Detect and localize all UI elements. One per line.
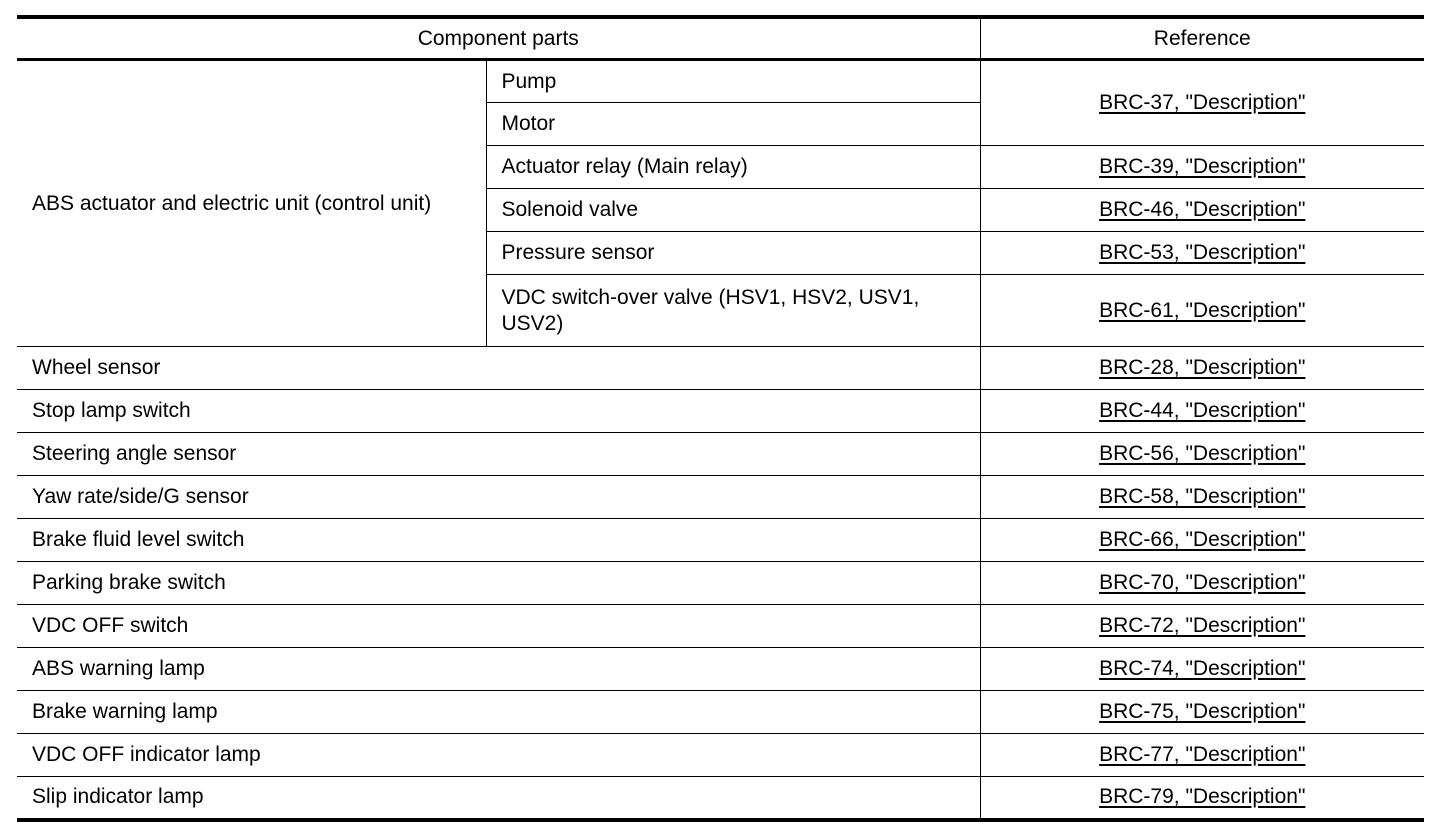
reference-link[interactable]: BRC-39, "Description"	[1099, 155, 1306, 178]
reference-link[interactable]: BRC-44, "Description"	[1099, 399, 1306, 422]
table-row	[17, 433, 1424, 476]
table-row	[17, 777, 1424, 820]
reference-link[interactable]: BRC-77, "Description"	[1099, 743, 1306, 766]
reference-link[interactable]: BRC-61, "Description"	[1099, 298, 1306, 322]
component-reference-table	[17, 15, 1424, 822]
reference-cell	[980, 60, 1424, 146]
part-name: Solenoid valve	[486, 189, 980, 232]
simple-rows	[17, 347, 1424, 820]
header-reference: Reference	[980, 17, 1424, 60]
table-row	[17, 476, 1424, 519]
reference-cell	[980, 734, 1424, 777]
reference-link[interactable]: BRC-58, "Description"	[1099, 485, 1306, 508]
reference-link[interactable]: BRC-70, "Description"	[1099, 571, 1306, 594]
table-row	[17, 648, 1424, 691]
reference-cell	[980, 519, 1424, 562]
reference-cell	[980, 390, 1424, 433]
reference-cell	[980, 275, 1424, 347]
header-component-parts: Component parts	[17, 17, 980, 60]
component-name: VDC OFF indicator lamp	[17, 734, 980, 777]
reference-cell	[980, 189, 1424, 232]
reference-cell	[980, 433, 1424, 476]
table-row	[17, 562, 1424, 605]
component-name: Slip indicator lamp	[17, 777, 980, 820]
table-row	[17, 605, 1424, 648]
reference-link[interactable]: BRC-66, "Description"	[1099, 528, 1306, 551]
reference-link[interactable]: BRC-37, "Description"	[1099, 91, 1306, 114]
reference-link[interactable]: BRC-74, "Description"	[1099, 657, 1306, 680]
component-name: Parking brake switch	[17, 562, 980, 605]
reference-cell	[980, 777, 1424, 820]
reference-link[interactable]: BRC-75, "Description"	[1099, 700, 1306, 723]
component-name: Brake fluid level switch	[17, 519, 980, 562]
reference-cell	[980, 232, 1424, 275]
table-row	[17, 390, 1424, 433]
component-name: VDC OFF switch	[17, 605, 980, 648]
abs-unit-label: ABS actuator and electric unit (control unit)	[17, 60, 486, 347]
reference-cell	[980, 648, 1424, 691]
reference-link[interactable]: BRC-28, "Description"	[1099, 356, 1306, 379]
reference-cell	[980, 605, 1424, 648]
reference-cell	[980, 146, 1424, 189]
table-row	[17, 519, 1424, 562]
header-row	[17, 17, 1424, 60]
component-name: Brake warning lamp	[17, 691, 980, 734]
reference-link[interactable]: BRC-72, "Description"	[1099, 614, 1306, 637]
reference-link[interactable]: BRC-46, "Description"	[1099, 198, 1306, 221]
component-name: Wheel sensor	[17, 347, 980, 390]
part-name: VDC switch-over valve (HSV1, HSV2, USV1, USV2)	[486, 275, 980, 347]
reference-link[interactable]: BRC-56, "Description"	[1099, 442, 1306, 465]
reference-link[interactable]: BRC-53, "Description"	[1099, 241, 1306, 264]
component-name: Yaw rate/side/G sensor	[17, 476, 980, 519]
part-name: Pump	[486, 60, 980, 103]
component-name: Steering angle sensor	[17, 433, 980, 476]
component-name: Stop lamp switch	[17, 390, 980, 433]
reference-cell	[980, 562, 1424, 605]
part-name: Motor	[486, 103, 980, 146]
component-name: ABS warning lamp	[17, 648, 980, 691]
reference-cell	[980, 476, 1424, 519]
table-row	[17, 734, 1424, 777]
part-name: Actuator relay (Main relay)	[486, 146, 980, 189]
table-row	[17, 691, 1424, 734]
reference-cell	[980, 691, 1424, 734]
part-name: Pressure sensor	[486, 232, 980, 275]
table-row	[17, 347, 1424, 390]
reference-cell	[980, 347, 1424, 390]
reference-link[interactable]: BRC-79, "Description"	[1099, 785, 1306, 809]
table-row	[17, 60, 1424, 103]
